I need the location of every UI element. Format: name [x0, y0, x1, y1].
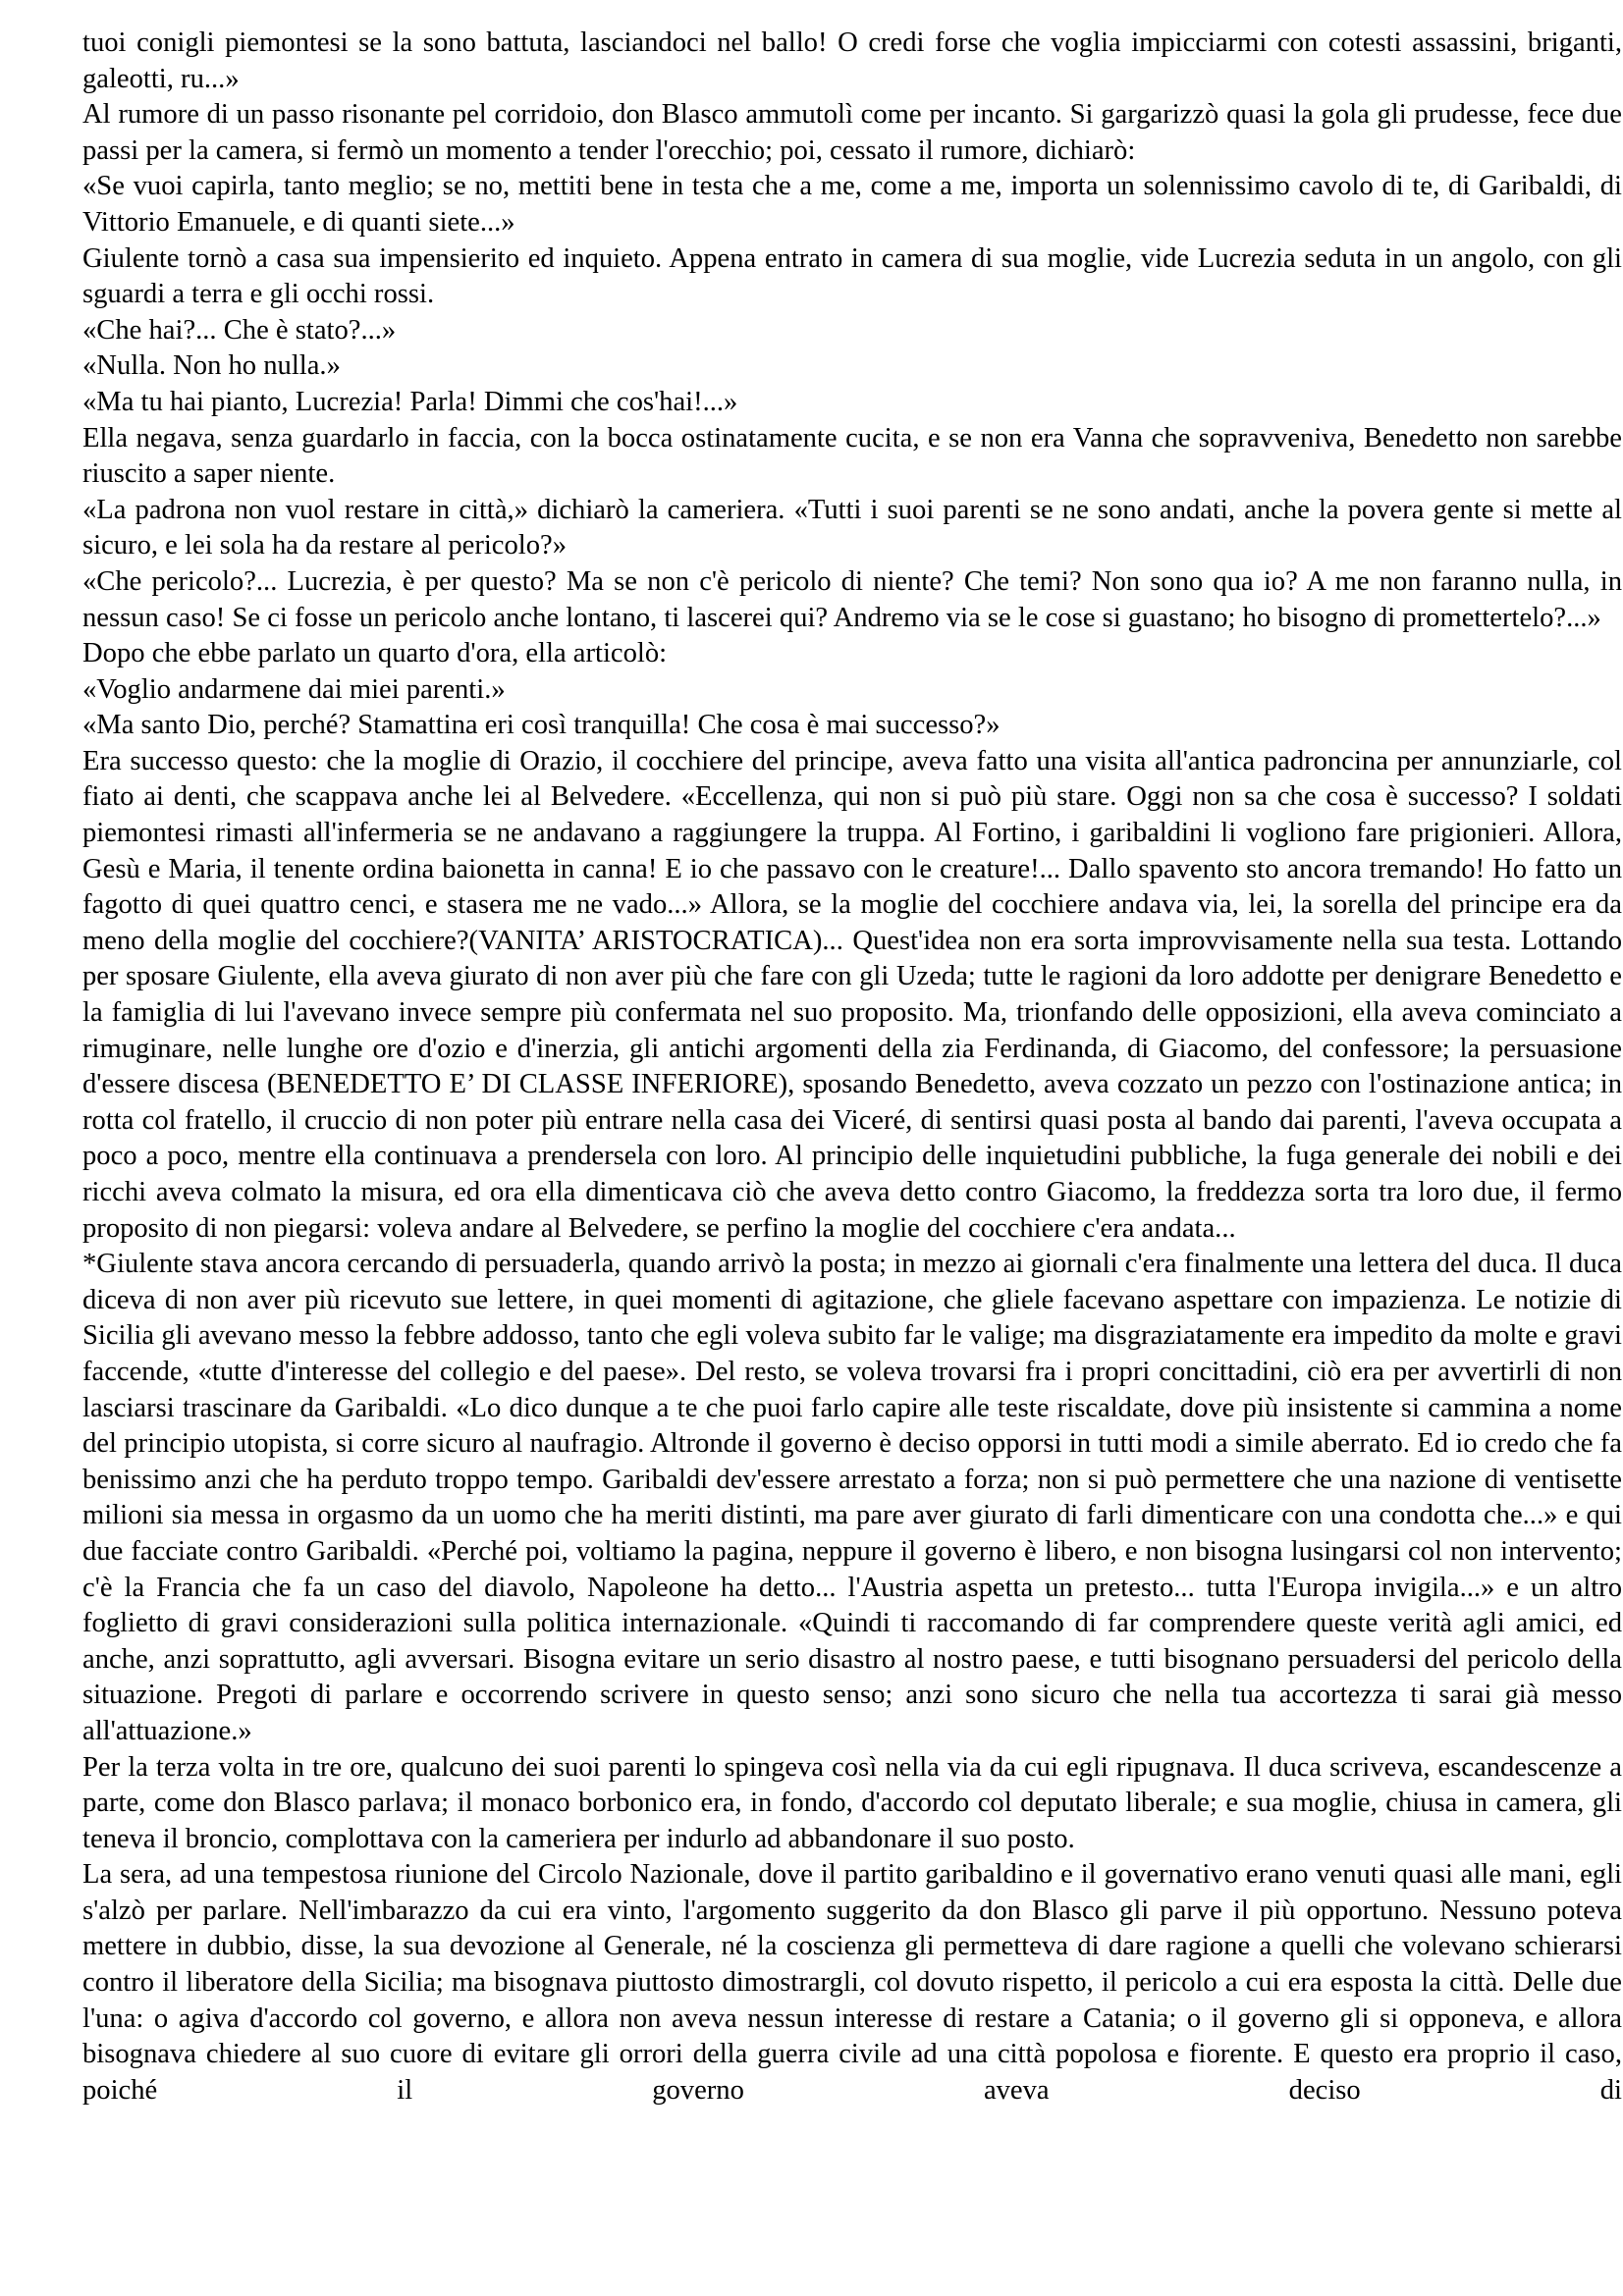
paragraph: Al rumore di un passo risonante pel corridoio, don Blasco ammutolì come per incanto. Si gargarizzò quasi la gola gli prudesse, fece due passi per la camera, si fermò un momento a tender l'orecchio; poi, cessato il rumore, dichiarò: [82, 99, 1622, 166]
paragraph: Ella negava, senza guardarlo in faccia, con la bocca ostinatamente cucita, e se non era Vanna che sopravveniva, Benedetto non sarebbe riuscito a saper niente. [82, 422, 1622, 490]
document-page [82, 26, 1622, 2109]
paragraph: Era successo questo: che la moglie di Orazio, il cocchiere del principe, aveva fatto una visita all'antica padroncina per annunziarle, col fiato ai denti, che scappava anche lei al Belvedere. «Eccellenza, qui non si può più stare. Oggi non sa che cosa è successo? I soldati piemontesi rimasti all'infermeria se ne andavano a raggiungere la truppa. Al Fortino, i garibaldini li vogliono fare prigionieri. Allora, Gesù e Maria, il tenente ordina baionetta in canna! E io che passavo con le creature!... Dallo spavento sto ancora tremando! Ho fatto un fagotto di quei quattro cenci, e stasera me ne vado...» Allora, se la moglie del cocchiere andava via, lei, la sorella del principe era da meno della moglie del cocchiere?(VANITA’ ARISTOCRATICA)... Quest'idea non era sorta improvvisamente nella sua testa. Lottando per sposare Giulente, ella aveva giurato di non aver più che fare con gli Uzeda; tutte le ragioni da loro addotte per denigrare Benedetto e la famiglia di lui l'avevano invece sempre più confermata nel suo proposito. Ma, trionfando delle opposizioni, ella aveva cominciato a rimuginare, nelle lunghe ore d'ozio e d'inerzia, gli antichi argomenti della zia Ferdinanda, di Giacomo, del confessore; la persuasione d'essere discesa (BENEDETTO E’ DI CLASSE INFERIORE), sposando Benedetto, aveva cozzato un pezzo con l'ostinazione antica; in rotta col fratello, il cruccio di non poter più entrare nella casa dei Viceré, di sentirsi quasi posta al bando dai parenti, l'aveva occupata a poco a poco, mentre ella continuava a prendersela con loro. Al principio delle inquietudini pubbliche, la fuga generale dei nobili e dei ricchi aveva colmato la misura, ed ora ella dimenticava ciò che aveva detto contro Giacomo, la freddezza sorta tra loro due, il fermo proposito di non piegarsi: voleva andare al Belvedere, se perfino la moglie del cocchiere c'era andata... [82, 745, 1622, 1244]
paragraph: «Voglio andarmene dai miei parenti.» [82, 673, 506, 705]
paragraph: La sera, ad una tempestosa riunione del Circolo Nazionale, dove il partito garibaldino e il governativo erano venuti quasi alle mani, egli s'alzò per parlare. Nell'imbarazzo da cui era vinto, l'argomento suggerito da don Blasco gli parve il più opportuno. Nessuno poteva mettere in dubbio, disse, la sua devozione al Generale, né la coscienza gli permetteva di dare ragione a quelli che volevano schierarsi contro il liberatore della Sicilia; ma bisognava piuttosto dimostrargli, col dovuto rispetto, il pericolo a cui era esposta la città. Delle due l'una: o agiva d'accordo col governo, e allora non aveva nessun interesse di restare a Catania; o il governo gli si opponeva, e allora bisognava chiedere al suo cuore di evitare gli orrori della guerra civile ad una città popolosa e fiorente. E questo era proprio il caso, poiché il governo aveva deciso di [82, 1859, 1622, 2106]
paragraph: Giulente tornò a casa sua impensierito ed inquieto. Appena entrato in camera di sua moglie, vide Lucrezia seduta in un angolo, con gli sguardi a terra e gli occhi rossi. [82, 242, 1622, 310]
paragraph: «Nulla. Non ho nulla.» [82, 350, 341, 382]
paragraph: «Che pericolo?... Lucrezia, è per questo? Ma se non c'è pericolo di niente? Che temi? Non sono qua io? A me non faranno nulla, in nessun caso! Se ci fosse un pericolo anche lontano, ti lascerei qui? Andremo via se le cose si guastano; ho bisogno di promettertelo?...» [82, 565, 1622, 633]
paragraph: «Che hai?... Che è stato?...» [82, 314, 397, 346]
paragraph: *Giulente stava ancora cercando di persuaderla, quando arrivò la posta; in mezzo ai giornali c'era finalmente una lettera del duca. Il duca diceva di non aver più ricevuto sue lettere, in quei momenti di agitazione, che gliele facevano aspettare con impazienza. Le notizie di Sicilia gli avevano messo la febbre addosso, tanto che egli voleva subito far le valige; ma disgraziatamente era impedito da molte e gravi faccende, «tutte d'interesse del collegio e del paese». Del resto, se voleva trovarsi fra i propri concittadini, ciò era per avvertirli di non lasciarsi trascinare da Garibaldi. «Lo dico dunque a te che puoi farlo capire alle teste riscaldate, dove più insistente si cammina a nome del principio utopista, si corre sicuro al naufragio. Altronde il governo è deciso opporsi in tutti modi a simile aberrato. Ed io credo che fa benissimo anzi che ha perduto troppo tempo. Garibaldi dev'essere arrestato a forza; non si può permettere che una nazione di ventisette milioni sia messa in orgasmo da un uomo che ha meriti distinti, ma pare aver giurato di farli dimenticare con una condotta che...» e qui due facciate contro Garibaldi. «Perché poi, voltiamo la pagina, neppure il governo è libero, e non bisogna lusingarsi col non intervento; c'è la Francia che fa un caso del diavolo, Napoleone ha detto... l'Austria aspetta un pretesto... tutta l'Europa invigila...» e un altro foglietto di gravi considerazioni sulla politica internazionale. «Quindi ti raccomando di far comprendere queste verità agli amici, ed anche, anzi soprattutto, agli avversari. Bisogna evitare un serio disastro al nostro paese, e tutti bisognano persuadersi del pericolo della situazione. Pregoti di parlare e occorrendo scrivere in questo senso; anzi sono sicuro che nella tua accortezza ti sarai già messo all'attuazione.» [82, 1249, 1622, 1746]
paragraph: «Se vuoi capirla, tanto meglio; se no, mettiti bene in testa che a me, come a me, importa un solennissimo cavolo di te, di Garibaldi, di Vittorio Emanuele, e di quanti siete...» [82, 171, 1622, 238]
paragraph: Dopo che ebbe parlato un quarto d'ora, ella articolò: [82, 638, 668, 669]
paragraph: tuoi conigli piemontesi se la sono battuta, lasciandoci nel ballo! O credi forse che voglia impicciarmi con cotesti assassini, briganti, galeotti, ru...» [82, 27, 1622, 94]
paragraph: «La padrona non vuol restare in città,» dichiarò la cameriera. «Tutti i suoi parenti se ne sono andati, anche la povera gente si mette al sicuro, e lei sola ha da restare al pericolo?» [82, 494, 1622, 561]
paragraph: Per la terza volta in tre ore, qualcuno dei suoi parenti lo spingeva così nella via da cui egli ripugnava. Il duca scriveva, escandescenze a parte, come don Blasco parlava; il monaco borbonico era, in fondo, d'accordo col deputato liberale; e sua moglie, chiusa in camera, gli teneva il broncio, complottava con la cameriera per indurlo ad abbandonare il suo posto. [82, 1751, 1622, 1854]
paragraph: «Ma santo Dio, perché? Stamattina eri così tranquilla! Che cosa è mai successo?» [82, 710, 1001, 741]
paragraph: «Ma tu hai pianto, Lucrezia! Parla! Dimmi che cos'hai!...» [82, 386, 738, 417]
